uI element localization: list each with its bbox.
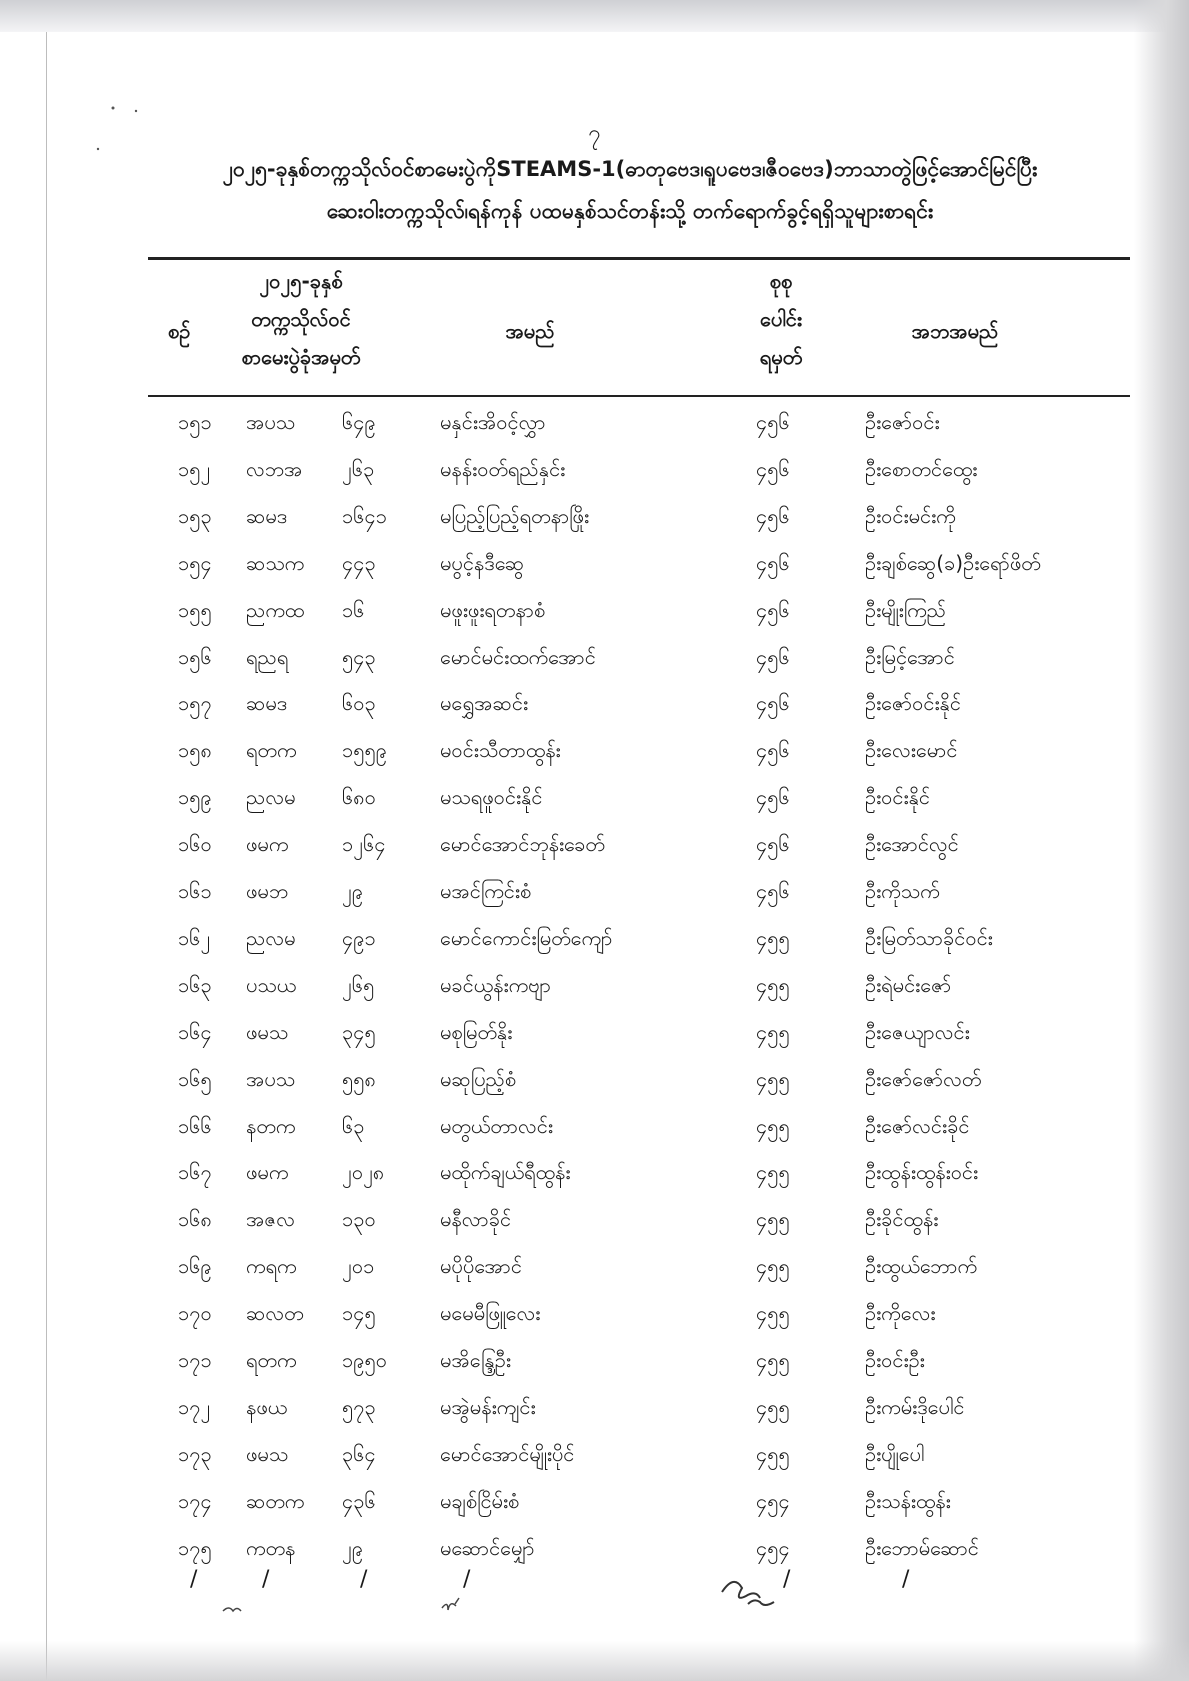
row-father-name: ဦးခိုင်ထွန်း [865, 1207, 939, 1232]
row-father-name: ဦးလေးမောင် [865, 738, 958, 763]
row-serial: ၁၇၀ [178, 1301, 212, 1326]
row-name: မနှင်းအိဝင့်လွှာ [440, 410, 546, 434]
page-number: ၇ [588, 121, 601, 146]
row-exam-number: ၁၃၀ [342, 1207, 376, 1232]
row-exam-number: ၄၄၃ [342, 550, 376, 575]
row-name: မဖူးဖူးရတနာစံ [440, 597, 546, 622]
header-name: အမည် [505, 319, 555, 343]
row-serial: ၁၇၁ [178, 1348, 212, 1372]
row-name: မရွှေအဆင်း [440, 691, 529, 716]
row-name: မမေမီဖြူလေး [440, 1301, 541, 1326]
row-serial: ၁၆၃ [178, 972, 212, 997]
row-exam-number: ၄၃၆ [342, 1488, 376, 1513]
row-total-score: ၄၅၆ [756, 503, 790, 528]
row-exam-number: ၂၉ [342, 1535, 364, 1560]
row-name: မပြည့်ပြည့်ရတနာဖြိုး [440, 503, 590, 528]
row-serial: ၁၅၃ [178, 503, 212, 528]
row-total-score: ၄၅၅ [756, 1441, 790, 1466]
row-exam-number: ၂၀၁ [342, 1254, 375, 1279]
row-name: မအင်ကြင်းစံ [440, 879, 532, 903]
row-father-name: ဦးဇော်ဇော်လတ် [865, 1066, 982, 1091]
row-exam-code: ကတန [246, 1535, 296, 1560]
row-total-score: ၄၅၄ [756, 1535, 790, 1560]
row-total-score: ၄၅၅ [756, 1113, 790, 1138]
row-exam-code: ဖမသ [246, 1441, 289, 1466]
row-serial: ၁၅၂ [178, 456, 211, 481]
row-father-name: ဦးချစ်ဆွေ(ခ)ဦးရော်ဖိတ် [865, 550, 1041, 575]
row-father-name: ဦးဘောမ်ဆောင် [865, 1535, 979, 1560]
row-exam-number: ၂၆၃ [342, 456, 375, 481]
row-name: မနီလာခိုင် [440, 1207, 512, 1232]
row-father-name: ဦးသန်းထွန်း [865, 1488, 951, 1513]
row-serial: ၁၆၇ [178, 1160, 212, 1185]
row-father-name: ဦးကိုသက် [865, 879, 940, 903]
row-father-name: ဦးရဲမင်းဇော် [865, 972, 952, 997]
row-serial: ၁၇၄ [178, 1488, 212, 1513]
row-father-name: ဦးဝင်းမင်းကို [865, 503, 956, 528]
slash-mark: / [902, 1567, 910, 1592]
row-serial: ၁၅၄ [178, 550, 212, 575]
row-total-score: ၄၅၅ [756, 1066, 790, 1091]
row-exam-code: ညလမ [246, 925, 296, 950]
row-serial: ၁၇၂ [178, 1394, 211, 1419]
row-father-name: ဦးအောင်လွင် [865, 832, 959, 857]
header-total-1: စုစု [769, 269, 793, 293]
row-total-score: ၄၅၆ [756, 644, 790, 669]
row-serial: ၁၆၅ [178, 1066, 212, 1091]
row-total-score: ၄၅၆ [756, 410, 790, 434]
row-serial: ၁၅၅ [178, 597, 212, 622]
row-exam-number: ၁၂၆၄ [342, 832, 386, 857]
row-exam-code: လဘအ [246, 456, 303, 481]
row-exam-number: ၅၅၈ [342, 1066, 376, 1091]
row-exam-code: နတက [246, 1113, 296, 1138]
row-name: မဆုပြည့်စံ [440, 1066, 517, 1091]
row-serial: ၁၆၀ [178, 832, 212, 857]
row-father-name: ဦးထွန်းထွန်းဝင်း [865, 1160, 979, 1185]
row-serial: ၁၇၃ [178, 1441, 212, 1466]
row-exam-number: ၁၄၅ [342, 1301, 376, 1326]
row-exam-code: ဖမက [246, 832, 289, 857]
row-exam-number: ၆၀၃ [342, 691, 376, 716]
row-exam-code: နဖယ [246, 1394, 288, 1419]
row-exam-code: ညကထ [246, 597, 305, 622]
slash-mark: / [783, 1567, 791, 1592]
row-name: မအိန္ဒြေဦး [440, 1348, 511, 1372]
row-father-name: ဦးကိုလေး [865, 1301, 936, 1326]
row-exam-code: ကရက [246, 1254, 297, 1279]
row-exam-code: အပသ [246, 410, 296, 434]
row-exam-number: ၁၆ [342, 597, 365, 622]
row-exam-number: ၆၃ [342, 1113, 365, 1138]
row-serial: ၁၅၆ [178, 644, 212, 669]
row-serial: ၁၆၉ [178, 1254, 212, 1279]
row-total-score: ၄၅၅ [756, 972, 790, 997]
row-father-name: ဦးမြင့်အောင် [865, 644, 955, 669]
row-father-name: ဦးထွယ်ဘောက် [865, 1254, 978, 1279]
row-name: မောင်မင်းထက်အောင် [440, 644, 596, 669]
row-exam-number: ၁၉၅၀ [342, 1348, 387, 1372]
row-total-score: ၄၅၆ [756, 832, 790, 857]
row-name: မသရဖူဝင်းနိုင် [440, 785, 543, 810]
row-exam-code: ပသယ [246, 972, 297, 997]
row-name: မခင်ယွန်းကဗျာ [440, 972, 551, 997]
row-total-score: ၄၅၆ [756, 738, 790, 763]
row-father-name: ဦးမျိုးကြည် [865, 597, 946, 622]
row-exam-code: ဆတက [246, 1488, 305, 1513]
row-father-name: ဦးဇော်လင်းခိုင် [865, 1113, 970, 1138]
row-exam-code: ဆမဒ [246, 691, 288, 716]
row-name: မအွဲမန်းကျင်း [440, 1394, 536, 1419]
row-total-score: ၄၅၅ [756, 1348, 790, 1372]
row-exam-code: ရတက [246, 738, 297, 763]
row-exam-code: ညလမ [246, 785, 296, 810]
row-serial: ၁၆၄ [178, 1019, 212, 1044]
header-father-name: အဘအမည် [911, 319, 999, 343]
row-name: မပွင့်နဒီဆွေ [440, 550, 525, 575]
row-serial: ၁၆၁ [178, 879, 212, 903]
row-serial: ၁၆၆ [178, 1113, 212, 1138]
row-total-score: ၄၅၆ [756, 879, 790, 903]
row-serial: ၁၅၇ [178, 691, 212, 716]
header-total-2: ပေါင်း [760, 307, 802, 331]
row-father-name: ဦးကမ်းဒိုပေါင် [865, 1394, 965, 1419]
row-exam-code: အဇလ [246, 1207, 296, 1232]
row-exam-number: ၃၄၅ [342, 1019, 376, 1044]
row-total-score: ၄၅၅ [756, 1254, 790, 1279]
row-exam-code: ဆမဒ [246, 503, 288, 528]
row-father-name: ဦးစောတင်ထွေး [865, 456, 978, 481]
header-exam-year: ၂၀၂၅-ခုနှစ် [259, 269, 343, 293]
row-exam-code: ဖမသ [246, 1019, 289, 1044]
document-title-line-1: ၂၀၂၅-ခုနှစ်တက္ကသိုလ်ဝင်စာမေးပွဲကိုSTEAMS-1(ဓာတုဗေဒ၊ရူပဗေဒ၊ဇီဝဗေဒ)ဘာသာတွဲဖြင့်အောင်မြင်ပြီး [222, 157, 1038, 181]
row-name: မတွယ်တာလင်း [440, 1113, 553, 1138]
row-exam-number: ၄၉၁ [342, 925, 376, 950]
row-total-score: ၄၅၆ [756, 456, 790, 481]
row-total-score: ၄၅၅ [756, 1160, 790, 1185]
row-exam-code: ဖမက [246, 1160, 289, 1185]
row-name: မပိုပိုအောင် [440, 1254, 522, 1279]
row-total-score: ၄၅၅ [756, 1019, 790, 1044]
row-name: မထိုက်ချယ်ရီထွန်း [440, 1160, 571, 1185]
row-exam-number: ၅၇၃ [342, 1394, 376, 1419]
header-serial-no: စဉ် [168, 319, 191, 343]
row-exam-number: ၆၄၉ [342, 410, 376, 434]
slash-mark: / [463, 1567, 471, 1592]
row-exam-code: ဆလတ [246, 1301, 304, 1326]
slash-mark: / [190, 1567, 198, 1592]
row-total-score: ၄၅၄ [756, 1488, 790, 1513]
document-title-line-2: ဆေးဝါးတက္ကသိုလ်၊ရန်ကုန် ပထမနှစ်သင်တန်းသို့ တက်ရောက်ခွင့်ရရှိသူများစာရင်း [326, 199, 934, 223]
header-exam-seat-no: စာမေးပွဲခုံအမှတ် [241, 345, 361, 369]
header-total-3: ရမှတ် [759, 345, 803, 369]
row-serial: ၁၇၅ [178, 1535, 212, 1560]
row-serial: ၁၅၈ [178, 738, 212, 763]
row-exam-number: ၁၅၅၉ [342, 738, 387, 763]
row-name: မချစ်ငြိမ်းစံ [440, 1488, 520, 1513]
row-total-score: ၄၅၆ [756, 785, 790, 810]
row-exam-code: ဖမဘ [246, 879, 289, 903]
row-name: မနန်းဝတ်ရည်နှင်း [440, 456, 566, 481]
row-exam-code: အပသ [246, 1066, 296, 1091]
row-exam-code: ရညရ [246, 644, 289, 669]
row-name: မောင်အောင်မျိုးပိုင် [440, 1441, 575, 1466]
row-father-name: ဦးဇော်ဝင်း [865, 410, 940, 434]
row-exam-number: ၂၆၅ [342, 972, 375, 997]
row-total-score: ၄၅၅ [756, 925, 790, 950]
row-exam-number: ၅၄၃ [342, 644, 376, 669]
row-total-score: ၄၅၅ [756, 1207, 790, 1232]
row-father-name: ဦးပျိုပေါ [865, 1441, 925, 1466]
row-father-name: ဦးဇေယျာလင်း [865, 1019, 970, 1044]
row-name: မဝင်းသီတာထွန်း [440, 738, 561, 763]
slash-mark: / [262, 1567, 270, 1592]
row-exam-code: ရတက [246, 1348, 297, 1372]
header-exam-university: တက္ကသိုလ်ဝင် [251, 307, 351, 331]
row-name: မောင်အောင်ဘုန်းခေတ် [440, 832, 605, 857]
row-father-name: ဦးဝင်းဦး [865, 1348, 925, 1372]
slash-mark: / [360, 1567, 368, 1592]
row-total-score: ၄၅၅ [756, 1301, 790, 1326]
row-exam-number: ၆၈၀ [342, 785, 376, 810]
row-serial: ၁၆၂ [178, 925, 211, 950]
row-father-name: ဦးမြတ်သာခိုင်ဝင်း [865, 925, 993, 950]
row-serial: ၁၅၉ [178, 785, 212, 810]
row-exam-number: ၁၆၄၁ [342, 503, 387, 528]
row-exam-number: ၃၆၄ [342, 1441, 376, 1466]
row-total-score: ၄၅၆ [756, 691, 790, 716]
row-exam-number: ၂၉ [342, 879, 364, 903]
row-name: မောင်ကောင်းမြတ်ကျော် [440, 925, 613, 950]
row-exam-number: ၂၀၂၈ [342, 1160, 385, 1185]
row-serial: ၁၅၁ [178, 410, 212, 434]
row-name: မဆောင်မျှော် [440, 1535, 535, 1560]
row-serial: ၁၆၈ [178, 1207, 212, 1232]
row-father-name: ဦးဝင်းနိုင် [865, 785, 930, 810]
row-exam-code: ဆသက [246, 550, 305, 575]
row-name: မစုမြတ်နိုး [440, 1019, 513, 1044]
row-father-name: ဦးဇော်ဝင်းနိုင် [865, 691, 961, 716]
row-total-score: ၄၅၆ [756, 550, 790, 575]
row-total-score: ၄၅၆ [756, 597, 790, 622]
row-total-score: ၄၅၅ [756, 1394, 790, 1419]
